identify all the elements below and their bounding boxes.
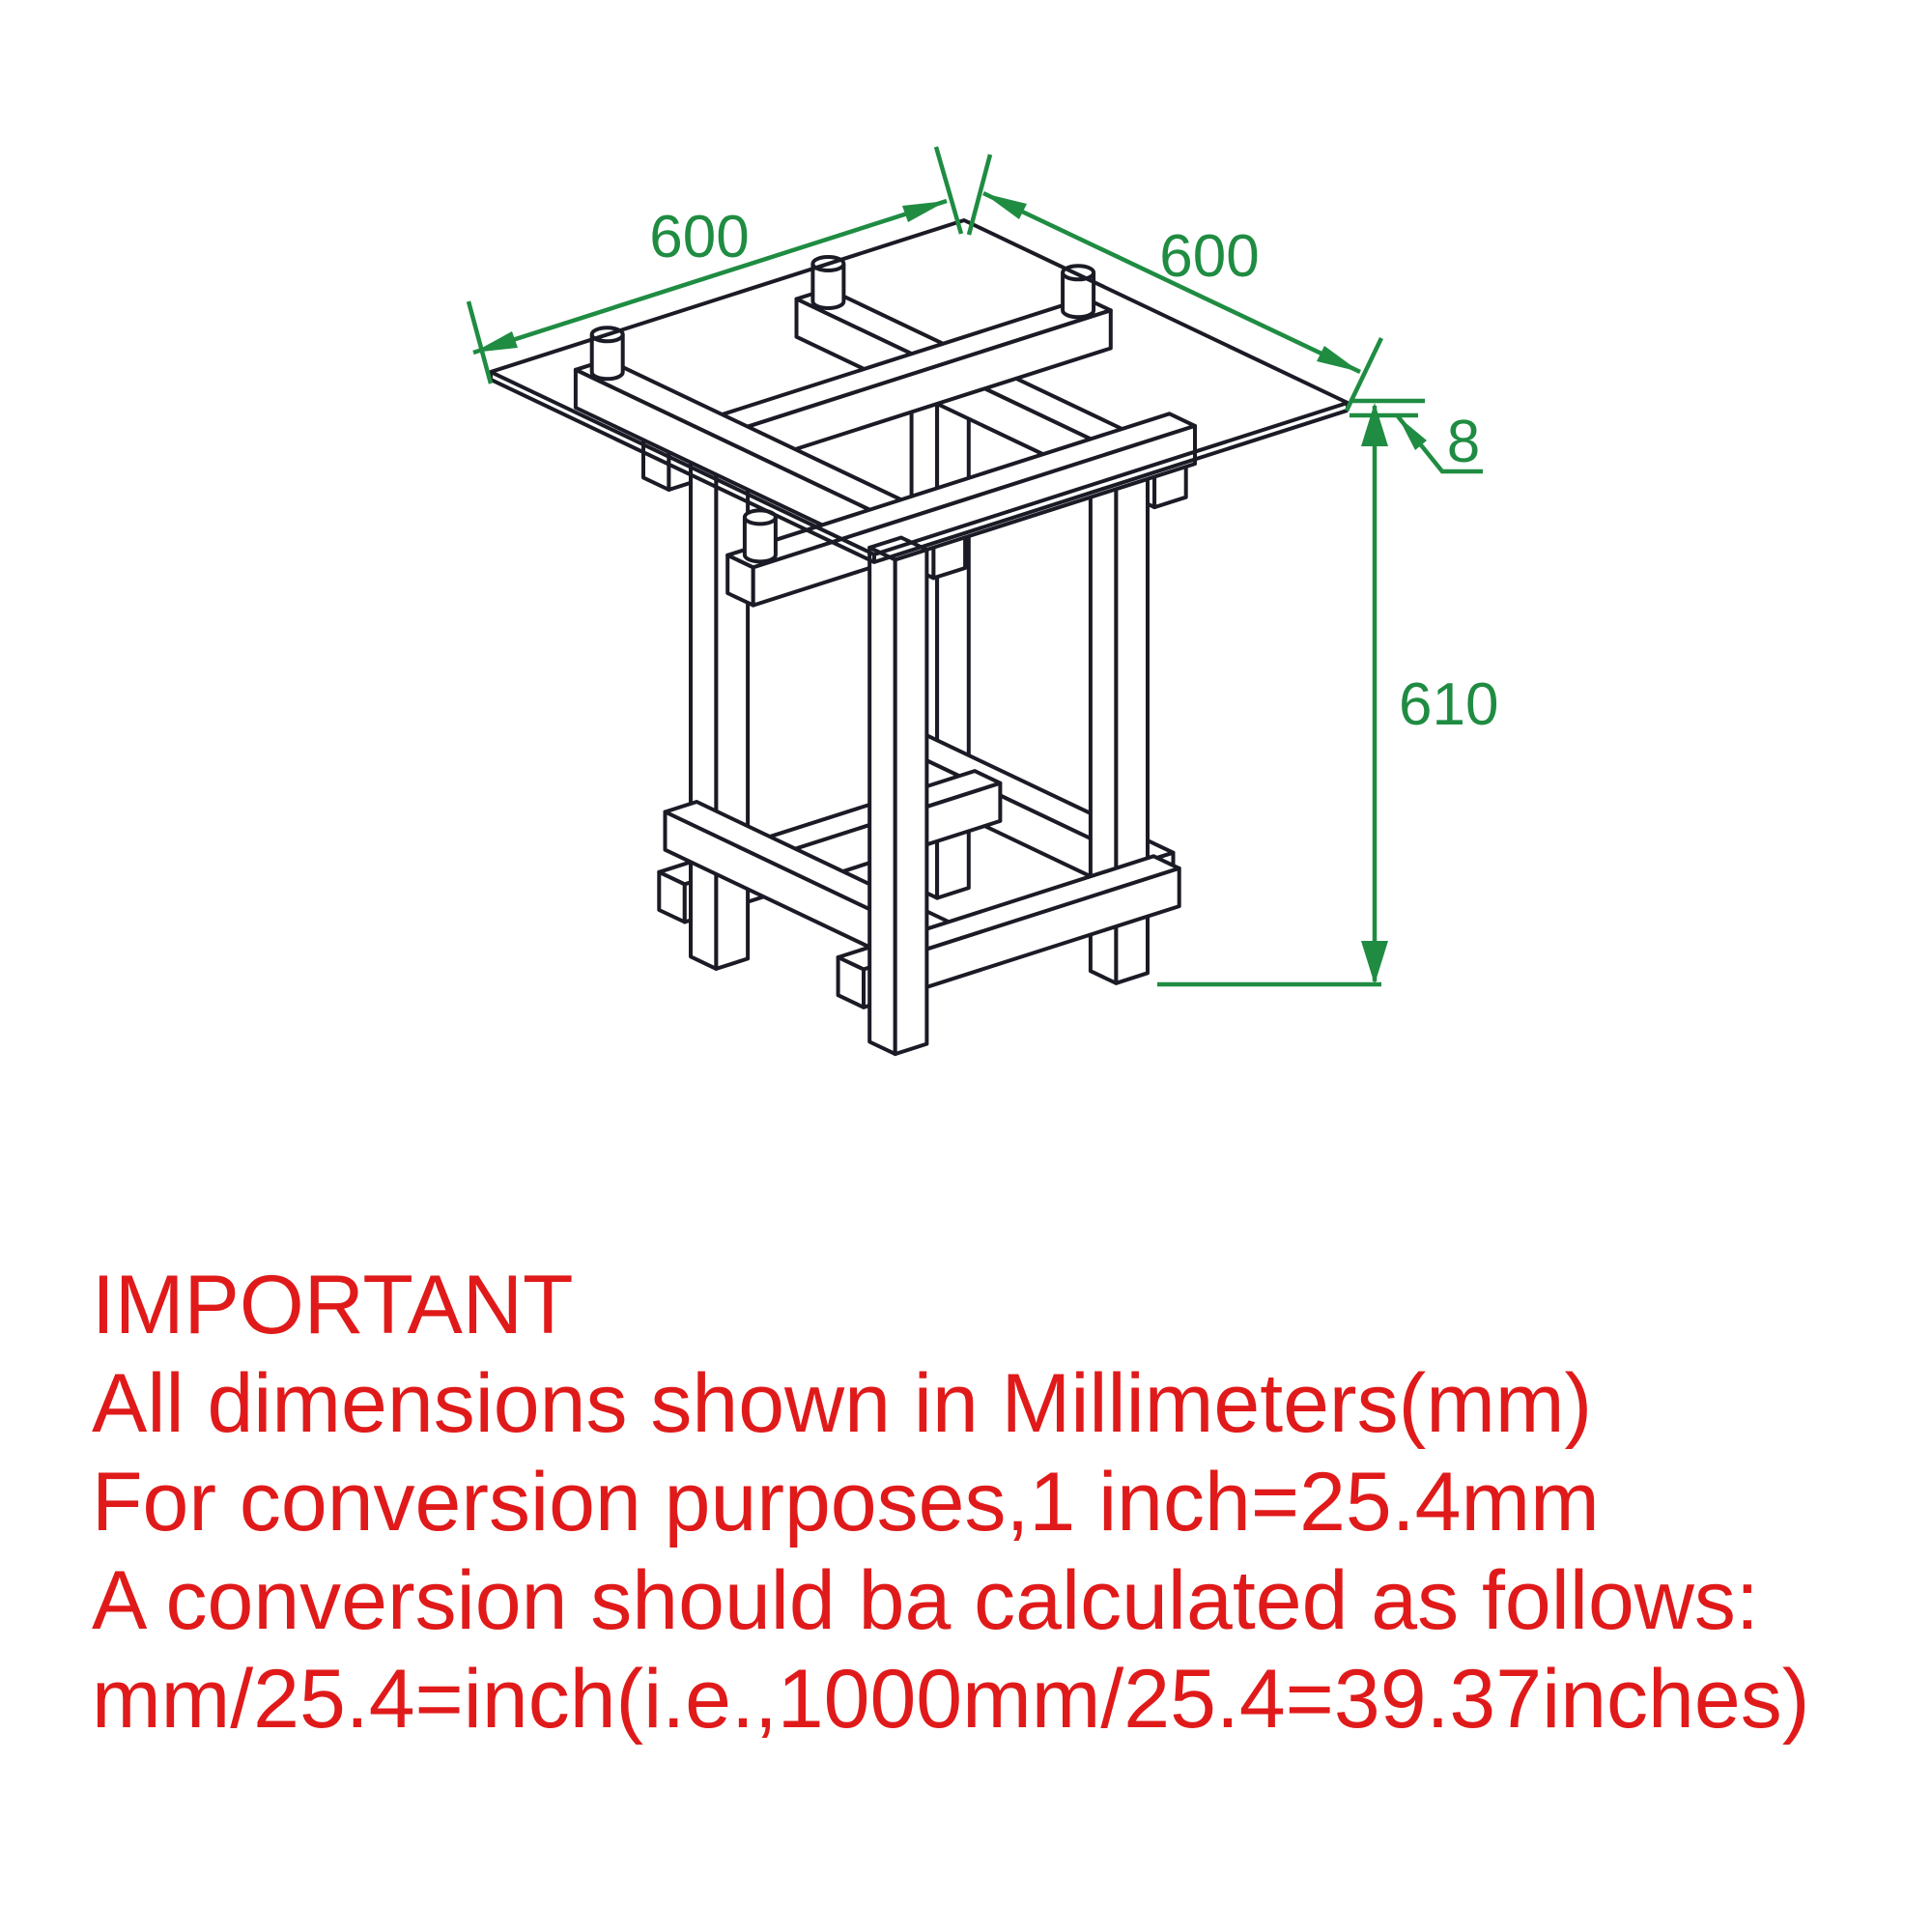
dim-label-width-left: 600 bbox=[649, 204, 750, 270]
arrowhead bbox=[902, 201, 947, 222]
dim-label-thickness: 8 bbox=[1446, 409, 1481, 475]
table-frame-drawing bbox=[576, 257, 1195, 1054]
notes-line: A conversion should ba calculated as follows: bbox=[92, 1554, 1759, 1647]
dim-label-height: 610 bbox=[1399, 671, 1499, 738]
frame-face bbox=[869, 548, 895, 1054]
arrowhead bbox=[983, 193, 1027, 219]
extension-tick bbox=[936, 147, 961, 234]
notes-line: mm/25.4=inch(i.e.,1000mm/25.4=39.37inches) bbox=[92, 1653, 1810, 1746]
dimension-height bbox=[1157, 403, 1498, 984]
dimension-annotations bbox=[469, 147, 1498, 984]
notes-line: All dimensions shown in Millimeters(mm) bbox=[92, 1357, 1593, 1450]
arrowhead bbox=[1361, 941, 1388, 984]
frame-face bbox=[895, 550, 927, 1054]
important-notes bbox=[92, 1256, 1809, 1748]
arrowhead bbox=[1317, 346, 1360, 372]
notes-line: For conversion purposes,1 inch=25.4mm bbox=[92, 1456, 1600, 1548]
notes-title: IMPORTANT bbox=[92, 1259, 574, 1351]
arrowhead bbox=[1361, 403, 1388, 446]
frame-face bbox=[691, 463, 716, 969]
dim-label-depth-right: 600 bbox=[1159, 223, 1260, 290]
extension-tick bbox=[469, 301, 491, 384]
